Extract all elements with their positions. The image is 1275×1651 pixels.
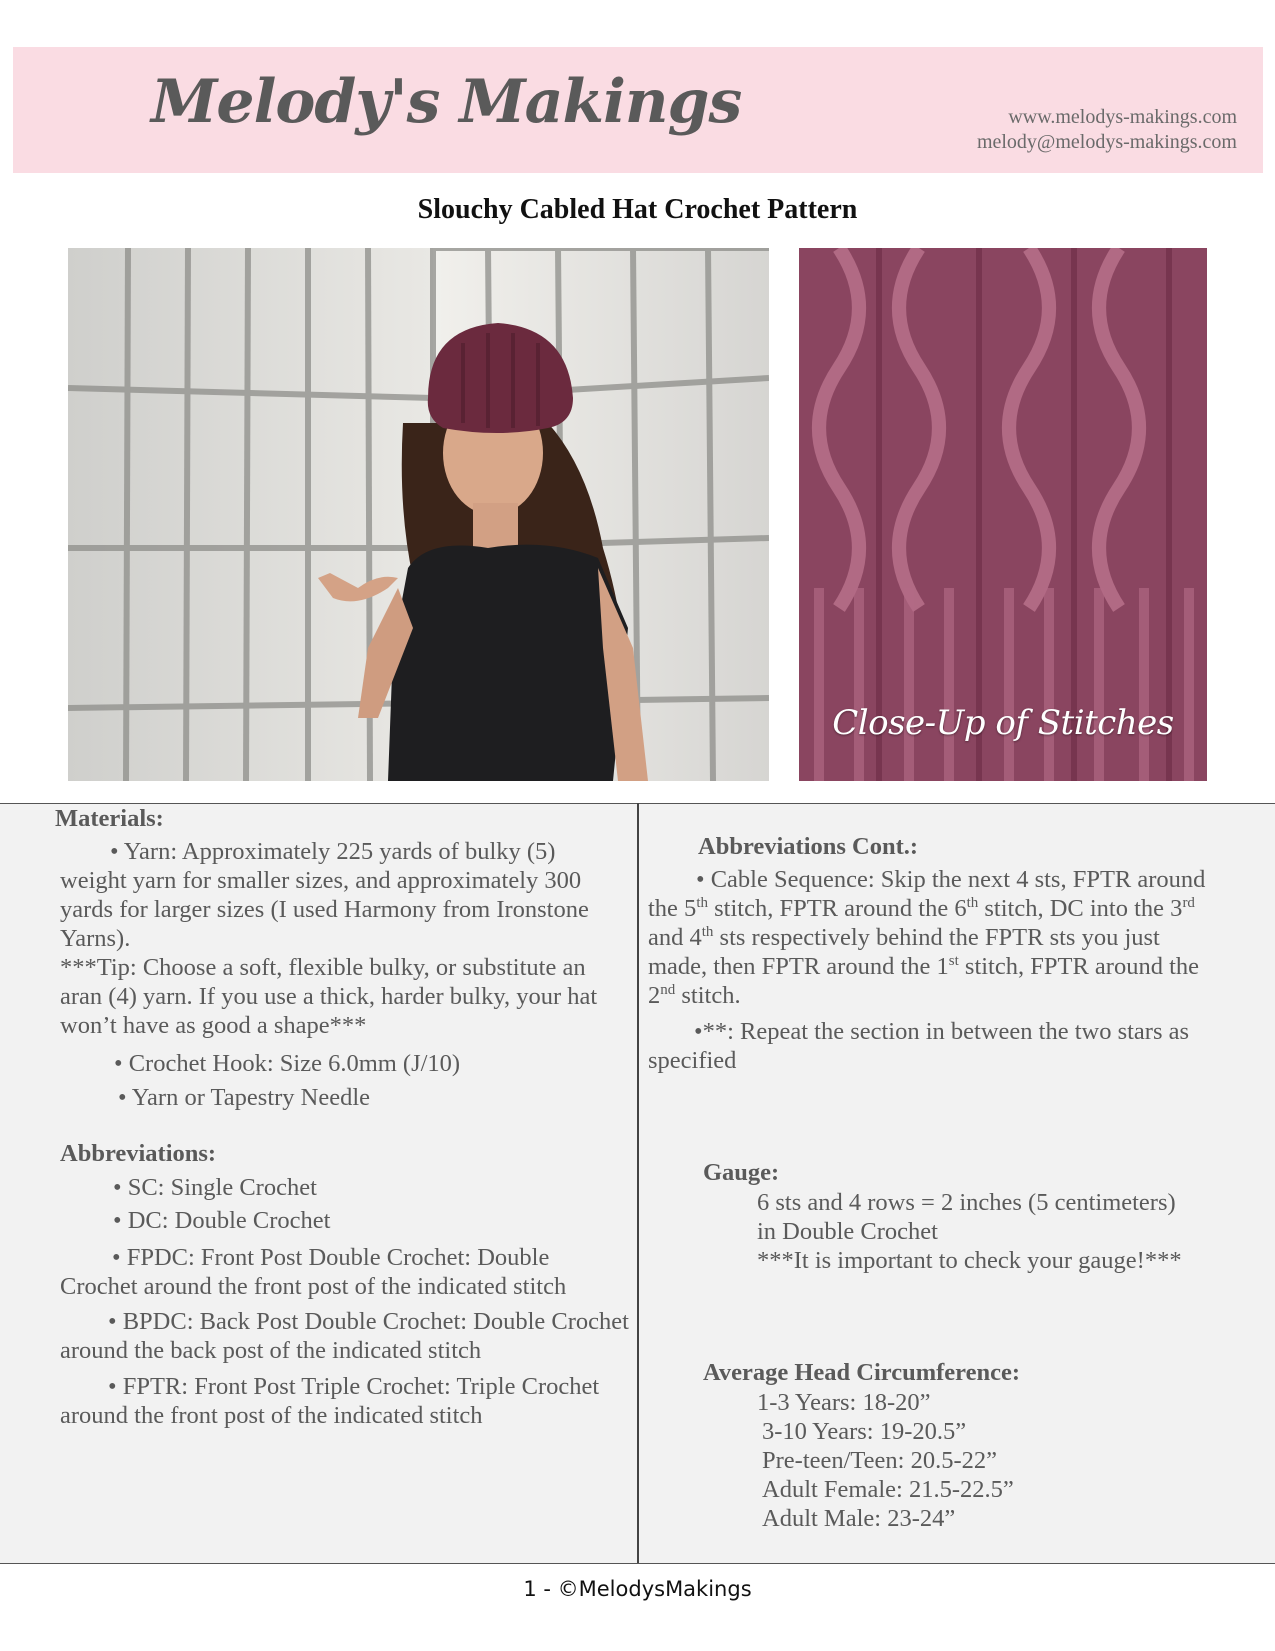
size-3-10-years: 3-10 Years: 19-20.5” [762, 1418, 967, 1445]
gauge-line-2: in Double Crochet [757, 1218, 938, 1245]
gauge-line-3: ***It is important to check your gauge!*** [757, 1247, 1182, 1274]
abbreviations-heading: Abbreviations: [60, 1140, 217, 1167]
materials-heading: Materials: [55, 805, 164, 832]
size-adult-female: Adult Female: 21.5-22.5” [762, 1476, 1014, 1503]
header-banner [13, 47, 1263, 173]
brand-logo: Melody's Makings [151, 67, 742, 137]
abbr-dc: • DC: Double Crochet [113, 1207, 331, 1234]
head-circumference-section [703, 1358, 1243, 1387]
closeup-stitches-illustration [799, 248, 1207, 781]
abbreviations-cont-section [698, 832, 1238, 861]
gauge-line-1: 6 sts and 4 rows = 2 inches (5 centimeters) [757, 1189, 1176, 1216]
abbreviations-section [60, 1139, 620, 1168]
abbr-fptr: • FPTR: Front Post Triple Crochet: Triple Crochet around the front post of the indicated stitch [60, 1373, 600, 1429]
page-title: Slouchy Cabled Hat Crochet Pattern [417, 194, 858, 225]
materials-needle: • Yarn or Tapestry Needle [118, 1084, 371, 1111]
abbr-bpdc: • BPDC: Back Post Double Crochet: Double Crochet around the back post of the indicated stitch [60, 1308, 629, 1364]
page-footer: 1 - ©MelodysMakings [523, 1577, 752, 1601]
materials-tip: ***Tip: Choose a soft, flexible bulky, or substitute an aran (4) yarn. If you use a thick, harder bulky, your hat won’t have as good a shape*** [60, 954, 598, 1039]
gauge-section [703, 1158, 1243, 1187]
column-divider [637, 803, 639, 1563]
model-photo [68, 248, 769, 781]
abbr-sc: • SC: Single Crochet [113, 1174, 317, 1201]
closeup-photo [799, 248, 1207, 781]
size-adult-male: Adult Male: 23-24” [762, 1505, 956, 1532]
abbreviations-cont-heading: Abbreviations Cont.: [698, 833, 919, 860]
email-link[interactable]: melody@melodys-makings.com [976, 131, 1237, 153]
abbr-repeat: •**: Repeat the section in between the two stars as specified [648, 1018, 1190, 1074]
size-preteen-teen: Pre-teen/Teen: 20.5-22” [762, 1447, 998, 1474]
abbr-cable-sequence: • Cable Sequence: Skip the next 4 sts, FPTR around the 5th stitch, FPTR around the 6th stitch, DC into the 3rd and 4th sts respectively behind the FPTR sts you just made, then FPTR around the 1st stitch, FPTR around the 2nd stitch. [648, 866, 1206, 1009]
size-1-3-years: 1-3 Years: 18-20” [757, 1389, 931, 1416]
abbr-fpdc: • FPDC: Front Post Double Crochet: Double Crochet around the front post of the indicated stitch [60, 1244, 567, 1300]
materials-section [55, 804, 620, 833]
head-circumference-heading: Average Head Circumference: [703, 1359, 1021, 1386]
materials-hook: • Crochet Hook: Size 6.0mm (J/10) [114, 1050, 461, 1077]
model-photo-illustration [68, 248, 769, 781]
gauge-heading: Gauge: [703, 1159, 780, 1186]
closeup-caption: Close-Up of Stitches [832, 703, 1174, 743]
materials-yarn: • Yarn: Approximately 225 yards of bulky (5) weight yarn for smaller sizes, and approximately 300 yards for larger sizes (I used Harmony from Ironstone Yarns). [60, 838, 589, 952]
contact-info [977, 105, 1237, 155]
website-link[interactable]: www.melodys-makings.com [1008, 106, 1237, 128]
